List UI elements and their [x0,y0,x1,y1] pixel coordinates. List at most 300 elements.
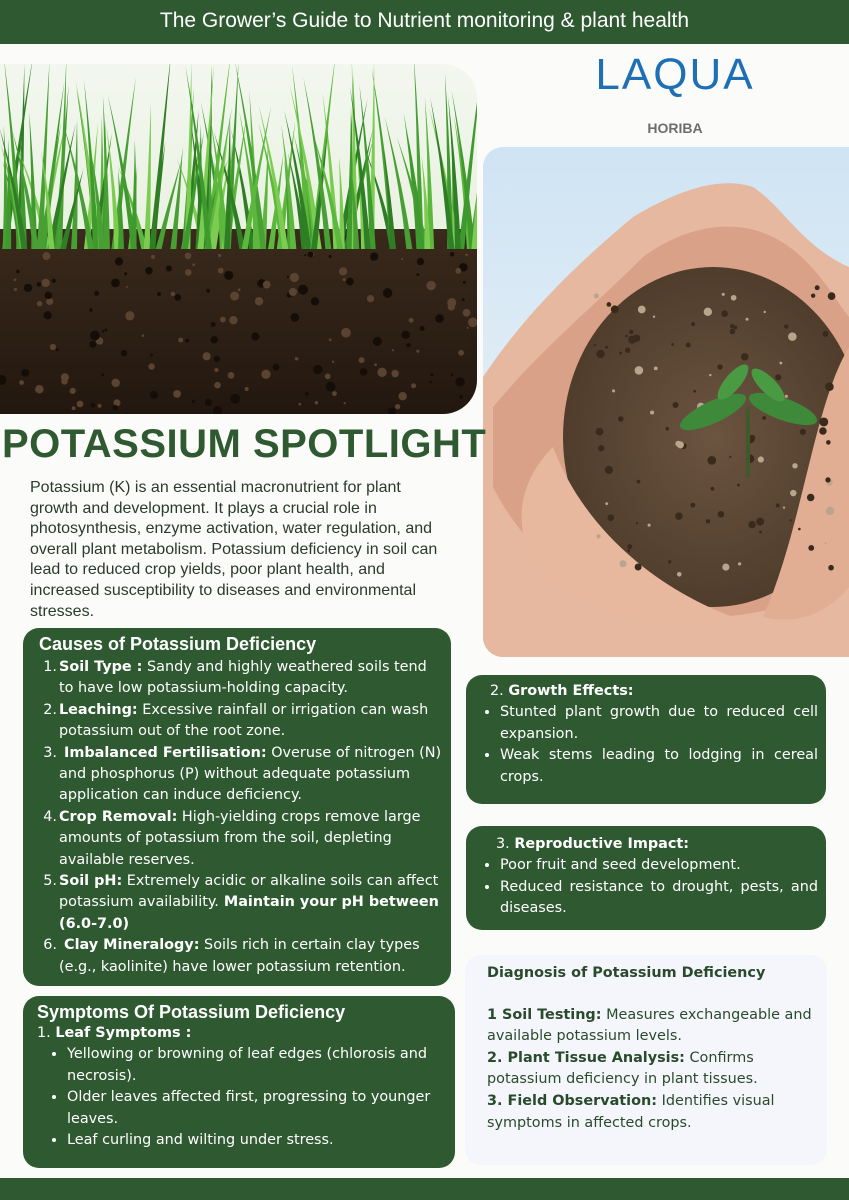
soil-speck [24,284,32,292]
list-item [43,743,443,807]
item-text: Soils rich in certain clay types (e.g., kaolinite) have lower potassium retention. [59,937,420,975]
item-text: Confirms potassium deficiency in plant tissues. [487,1049,758,1088]
soil-speck [311,297,319,305]
grass-soil-illustration [0,64,477,414]
dirt-speck [671,343,674,346]
hands-holding-soil-photo [483,147,849,657]
soil-speck [298,403,301,406]
soil-speck [341,328,351,338]
soil-speck [295,357,299,361]
soil-speck [383,288,393,298]
repro-heading [476,834,818,855]
dirt-speck [792,463,797,468]
soil-speck [346,278,354,286]
soil-speck [391,370,398,377]
soil-speck [166,265,172,271]
item-number: 2. [43,701,57,718]
soil-speck [448,303,456,311]
soil-speck [185,269,192,276]
item-label: Reproductive Impact: [514,836,690,852]
soil-speck [465,253,468,256]
dirt-speck [638,306,646,314]
dirt-speck [819,427,827,435]
soil-speck [398,392,406,400]
soil-speck [124,272,127,275]
soil-speck [52,279,56,283]
dirt-speck [784,324,788,328]
dirt-speck [776,503,780,507]
soil-speck [291,313,300,322]
soil-speck [43,311,51,319]
dirt-speck [790,490,796,496]
soil-speck [192,263,195,266]
soil-speck [326,382,336,392]
list-item: • Weak stems leading to lodging in cereal crops. [500,745,818,788]
soil-speck [395,404,400,409]
soil-speck [121,350,127,356]
dirt-speck [635,564,642,571]
soil-speck [145,267,152,274]
dirt-speck [675,512,683,520]
soil-speck [91,403,96,408]
soil-speck [401,258,403,260]
list-item: • Stunted plant growth due to reduced cell expansion. [500,702,818,745]
soil-speck [90,331,100,341]
soil-speck [455,268,461,274]
dirt-speck [627,549,630,552]
soil-speck [464,409,468,413]
diagnosis-title: Diagnosis of Potassium Deficiency [487,965,766,981]
dirt-speck [785,395,788,398]
dirt-speck [737,484,740,487]
soil-speck [273,364,280,371]
hands-soil-illustration [483,147,849,657]
dirt-speck [594,293,599,298]
soil-speck [171,292,175,296]
soil-speck [14,288,17,291]
dirt-speck [627,544,632,549]
soil-speck [115,257,123,265]
soil-speck [304,254,306,256]
reproductive-impact-card [466,826,826,930]
dirt-speck [648,524,651,527]
soil-speck [332,391,337,396]
soil-speck [111,278,120,287]
list-item: • Yellowing or browning of leaf edges (chlorosis and necrosis). [67,1044,445,1087]
soil-speck [37,282,42,287]
header-title: The Grower’s Guide to Nutrient monitoring & plant health [159,9,690,32]
dirt-speck [808,545,814,551]
dirt-speck [672,402,678,408]
soil-speck [211,336,218,343]
soil-speck [214,382,221,389]
horiba-logo [620,120,730,136]
dirt-speck [717,364,722,369]
item-label: Leaching: [59,701,138,718]
dirt-speck [815,285,820,290]
soil-speck [451,374,454,377]
soil-speck [56,348,59,351]
horiba-logo-text: HORIBA [647,120,703,136]
diagnosis-card [465,955,827,1165]
soil-speck [218,254,221,257]
soil-speck [101,373,104,376]
soil-speck [339,267,347,275]
dirt-speck [748,521,755,528]
dirt-speck [625,347,630,352]
item-label: Leaf Symptoms : [55,1025,192,1041]
dirt-speck [612,389,615,392]
intro-paragraph: Potassium (K) is an essential macronutrient for plant growth and development. It plays a crucial role in photosynthesis, enzyme activation, water regulation, and overall plant metabolism. Potassium deficiency in soil can lead to reduced crop yields, poor plant health, and increased susceptibility to diseases and environmental stresses. [30,479,438,620]
soil-speck [42,279,50,287]
dirt-speck [722,293,725,296]
dirt-speck [690,503,695,508]
dirt-speck [691,322,695,326]
item-label: Imbalanced Fertilisation: [59,744,267,761]
soil-speck [359,357,365,363]
leaf-symptoms-heading [37,1023,445,1044]
soil-speck [192,400,195,403]
causes-card [23,628,451,986]
dirt-speck [637,480,641,484]
soil-speck [290,273,299,282]
dirt-speck [746,318,749,321]
soil-speck [360,368,368,376]
dirt-speck [718,511,725,518]
item-text: Excessive rainfall or irrigation can wash potassium out of the root zone. [59,701,429,740]
dirt-speck [779,362,782,365]
soil-speck [173,390,181,398]
item-number: 4. [43,808,57,825]
soil-speck [21,369,29,377]
soil-speck [416,273,419,276]
soil-speck [377,368,386,377]
dirt-speck [594,344,596,346]
item-text: Extremely acidic or alkaline soils can affect potassium availability. [59,873,439,911]
soil-speck [401,331,409,339]
soil-speck [185,339,189,343]
list-item [487,1091,817,1134]
dirt-speck [635,366,644,375]
dirt-speck [741,353,749,361]
ph-range-note: Maintain your pH between (6.0-7.0) [59,894,439,932]
soil-speck [313,365,322,374]
soil-speck [308,252,314,258]
soil-speck [459,395,463,399]
dirt-speck [731,295,737,301]
soil-speck [214,356,220,362]
soil-speck [203,352,211,360]
item-number: 5. [43,873,57,890]
causes-list [39,657,443,978]
item-text: High-yielding crops remove large amounts of potassium from the soil, depleting available reserves. [59,808,421,868]
header-banner [0,0,849,44]
dirt-speck [650,410,654,414]
dirt-speck [605,346,608,349]
laqua-logo-text: LAQUA [595,50,755,99]
soil-speck [46,298,53,305]
dirt-speck [619,352,622,355]
soil-speck [157,292,161,296]
grass-soil-photo [0,64,477,414]
soil-speck [251,332,259,340]
soil-speck [148,363,154,369]
soil-speck [218,268,224,274]
item-text: Identifies visual symptoms in affected crops. [487,1092,775,1131]
item-text: Measures exchangeable and available potassium levels. [487,1006,812,1045]
dirt-speck [756,518,764,526]
soil-speck [45,292,53,300]
list-item: • Reduced resistance to drought, pests, and diseases. [500,877,818,920]
soil-speck [411,383,416,388]
soil-speck [35,385,43,393]
soil-speck [298,285,308,295]
dirt-speck [611,305,619,313]
soil-speck [230,394,240,404]
dirt-speck [825,384,827,386]
item-number: 3. [496,836,510,852]
soil-speck [289,288,297,296]
dirt-speck [710,487,714,491]
item-label: Clay Mineralogy: [59,937,200,954]
growth-list [476,702,818,788]
dirt-speck [730,324,735,329]
item-number: 2. [490,683,504,699]
list-item: • Leaf curling and wilting under stress. [67,1130,445,1151]
soil-speck [305,392,309,396]
list-item [43,657,443,700]
soil-speck [245,387,249,391]
repro-list [476,855,818,919]
growth-heading [476,681,818,702]
list-item [43,807,443,871]
dirt-speck [629,330,633,334]
dirt-speck [686,343,691,348]
dirt-speck [619,560,626,567]
soil-speck [455,377,464,386]
soil-speck [205,399,212,406]
symptoms-title: Symptoms Of Potassium Deficiency [37,1002,346,1022]
dirt-speck [759,531,762,534]
dirt-speck [825,383,834,392]
soil-speck [178,338,183,343]
dirt-speck [721,310,728,317]
soil-speck [150,391,158,399]
soil-speck [214,368,218,372]
list-item [487,1048,817,1091]
dirt-speck [729,456,731,458]
soil-speck [89,341,96,348]
soil-speck [238,288,241,291]
soil-speck [142,334,145,337]
soil-speck [329,338,332,341]
dirt-speck [607,302,612,307]
dirt-speck [722,564,729,571]
dirt-speck [775,374,781,380]
dirt-speck [607,514,614,521]
soil-speck [94,291,99,296]
dirt-speck [738,562,741,565]
soil-speck [37,301,42,306]
dirt-speck [653,316,655,318]
soil-speck [392,349,394,351]
dirt-speck [618,416,624,422]
dirt-speck [819,417,828,426]
dirt-speck [826,507,834,515]
dirt-speck [596,350,604,358]
soil-speck [255,297,263,305]
soil-speck [61,373,69,381]
soil-speck [406,343,410,347]
item-number: 3. [43,744,57,761]
soil-speck [370,252,378,260]
list-item [43,700,443,743]
soil-speck [220,317,226,323]
soil-speck [263,281,271,289]
dirt-speck [598,445,604,451]
soil-speck [261,370,270,379]
soil-speck [329,255,332,258]
soil-speck [435,314,444,323]
soil-speck [367,295,374,302]
soil-speck [287,276,289,278]
soil-speck [463,309,471,317]
dirt-speck [677,572,682,577]
item-number: 1. [37,1025,51,1041]
list-item: • Poor fruit and seed development. [500,855,818,876]
dirt-speck [788,332,797,341]
soil-speck [125,311,134,320]
item-label: 3. Field Observation: [487,1092,658,1109]
dirt-speck [807,494,814,501]
growth-effects-card [466,675,826,804]
soil-speck [426,281,435,290]
dirt-speck [654,366,658,370]
dirt-speck [628,336,636,344]
dirt-speck [693,390,696,393]
dirt-speck [814,305,816,307]
list-item [43,935,443,978]
soil-speck [111,379,119,387]
soil-speck [429,381,432,384]
item-number: 6. [43,937,57,954]
dirt-speck [798,528,801,531]
soil-speck [211,322,216,327]
soil-speck [14,278,17,281]
soil-speck [450,252,455,257]
list-item [43,871,443,935]
dirt-speck [709,374,711,376]
soil-speck [325,373,331,379]
soil-speck [374,363,377,366]
dirt-speck [706,519,710,523]
item-text: Sandy and highly weathered soils tend to have low potassium-holding capacity. [59,659,427,697]
soil-speck [463,281,466,284]
dirt-speck [668,560,671,563]
item-label: Growth Effects: [508,683,634,699]
soil-speck [430,373,433,376]
soil-speck [206,289,210,293]
soil-speck [185,253,192,260]
causes-title: Causes of Potassium Deficiency [39,634,317,654]
soil-speck [458,350,464,356]
soil-speck [98,404,102,408]
dirt-speck [596,534,600,538]
soil-speck [102,330,105,333]
soil-speck [174,294,181,301]
soil-speck [89,308,93,312]
dirt-speck [704,308,712,316]
dirt-speck [605,502,608,505]
soil-speck [16,270,19,273]
dirt-speck [677,441,684,448]
symptoms-card [23,996,455,1168]
dirt-speck [596,428,604,436]
soil-speck [228,372,235,379]
soil-speck [112,405,118,411]
soil-speck [373,337,382,346]
dirt-speck [665,427,669,431]
item-label: 2. Plant Tissue Analysis: [487,1049,685,1066]
soil-speck [150,354,153,357]
symptoms-list [37,1044,445,1151]
soil-speck [151,255,155,259]
dirt-speck [822,331,828,337]
list-item [487,1005,817,1048]
page-title: POTASSIUM SPOTLIGHT [2,422,487,466]
dirt-speck [605,466,613,474]
soil-speck [467,327,469,329]
soil-speck [77,401,84,408]
soil-speck [416,350,419,353]
dirt-speck [825,477,830,482]
dirt-speck [707,456,716,465]
dirt-speck [764,311,766,313]
item-number: 1. [43,659,57,675]
soil-speck [229,316,237,324]
dirt-speck [811,293,815,297]
item-label: Crop Removal: [59,808,178,825]
soil-speck [417,258,424,265]
item-label: Soil Type : [59,659,143,675]
footer-bar [0,1178,849,1200]
dirt-speck [762,416,766,420]
soil-speck [224,271,233,280]
laqua-logo [590,50,760,99]
soil-speck [42,252,50,260]
soil-speck [332,361,334,363]
soil-speck [105,328,108,331]
soil-speck [420,326,425,331]
soil-speck [230,291,239,300]
dirt-speck [828,292,836,300]
dirt-speck [828,565,834,571]
soil-speck [315,401,318,404]
dirt-speck [758,456,764,462]
soil-speck [409,318,414,323]
dirt-speck [625,335,628,338]
soil-speck [19,380,24,385]
dirt-speck [636,522,638,524]
list-item: • Older leaves affected first, progressing to younger leaves. [67,1087,445,1130]
soil-speck [50,344,56,350]
dirt-speck [800,429,806,435]
dirt-speck [730,329,735,334]
item-label: 1 Soil Testing: [487,1006,602,1023]
soil-speck [343,278,346,281]
soil-speck [462,298,465,301]
dirt-speck [790,519,792,521]
